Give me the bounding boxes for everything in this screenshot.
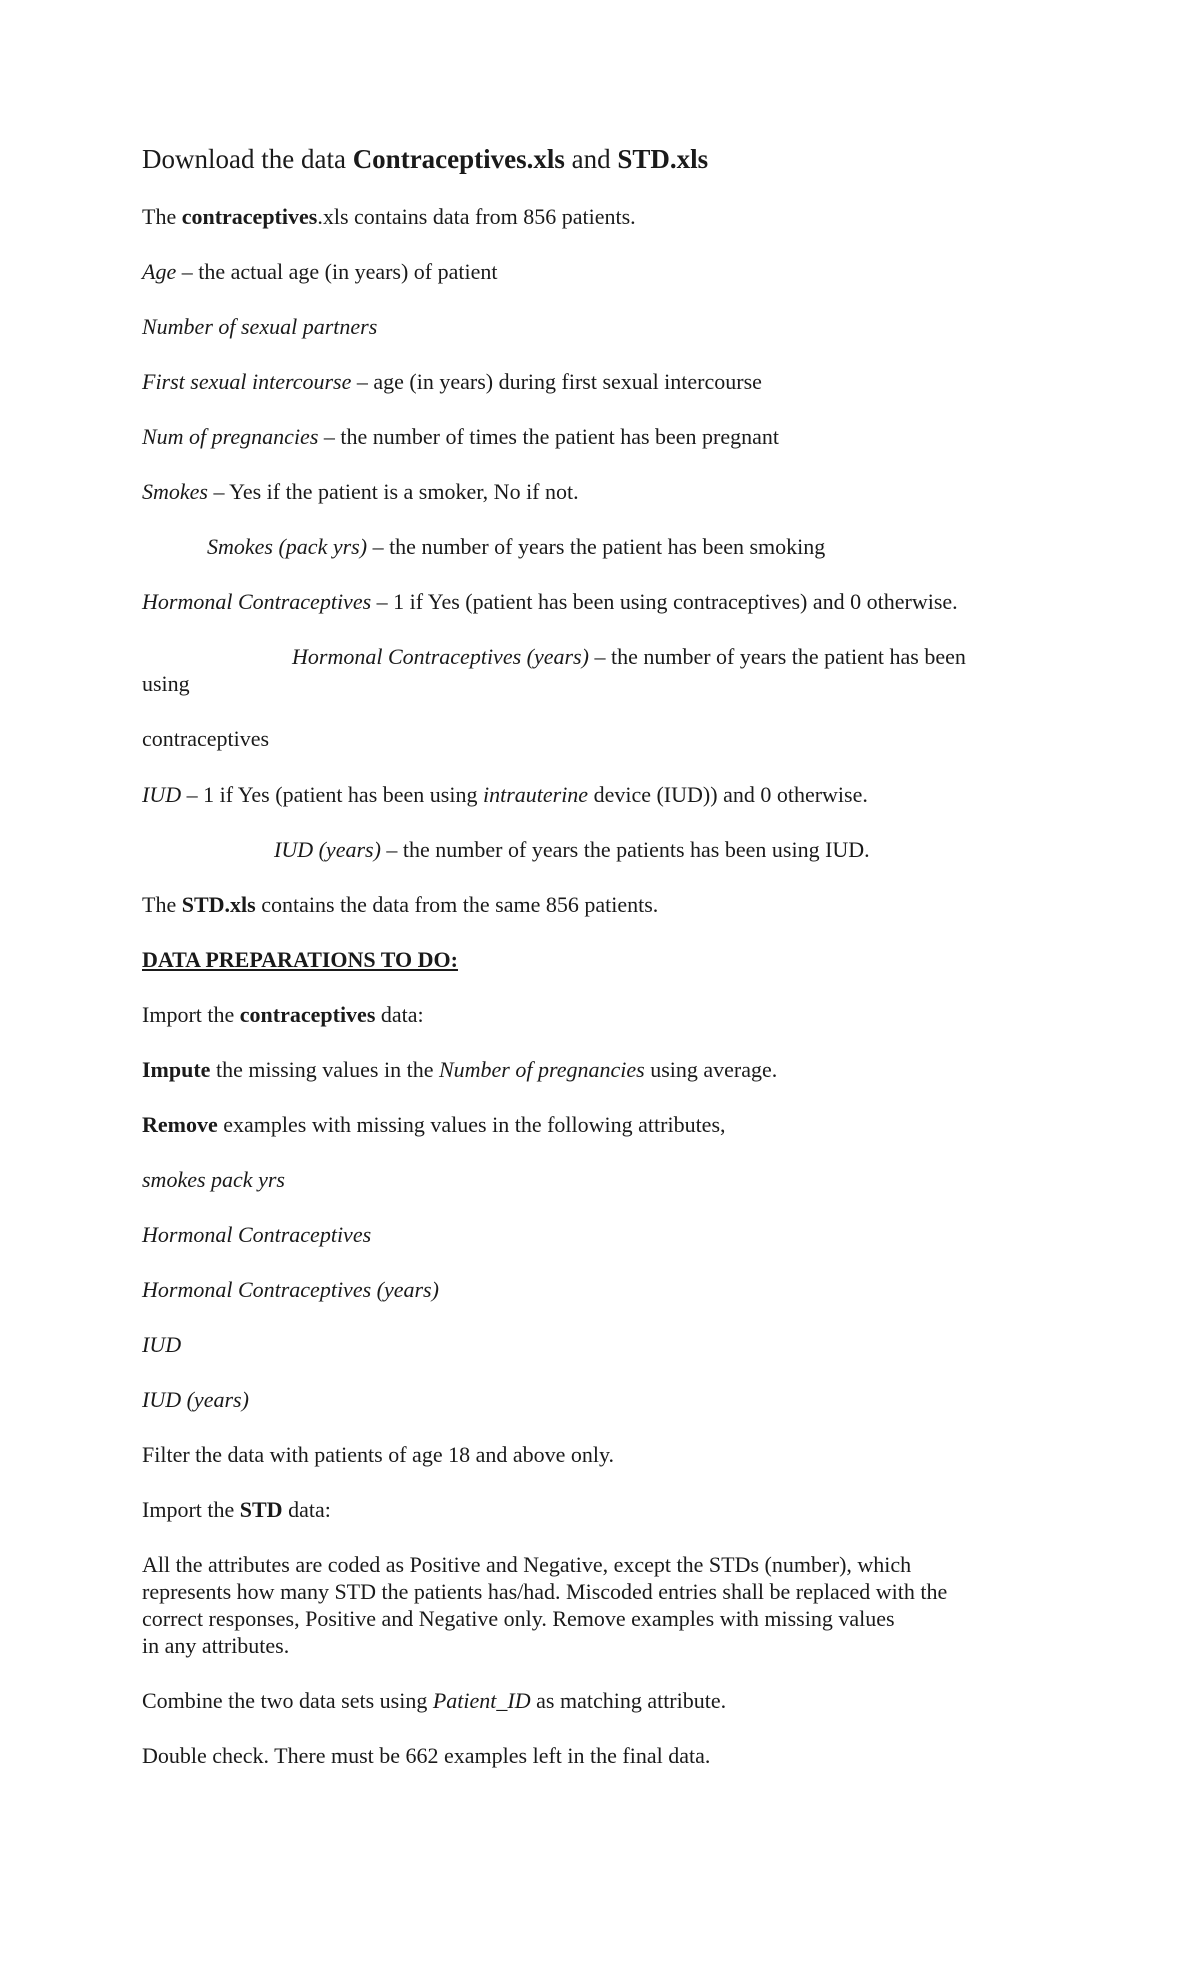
remove-suffix: examples with missing values in the following attributes, — [217, 1112, 726, 1137]
title-file2: STD.xls — [617, 144, 709, 174]
attr-smokes-term: Smokes — [142, 479, 208, 504]
attr-iud-desc-a: – 1 if Yes (patient has been using — [181, 782, 483, 807]
title-file1: Contraceptives.xls — [352, 144, 565, 174]
intro-line — [142, 203, 636, 230]
attr-hormonal-years-desc: – the number of years the patient has been — [588, 644, 966, 669]
impute-verb: Impute — [142, 1057, 211, 1082]
remove-verb: Remove — [142, 1112, 218, 1137]
combine-suffix: as matching attribute. — [530, 1688, 727, 1713]
attr-smokes — [142, 478, 579, 505]
attr-iud-years-term: IUD (years) — [274, 837, 381, 862]
remove-list-item-text: smokes pack yrs — [142, 1167, 285, 1192]
attr-iud-years — [274, 836, 870, 863]
attr-first-intercourse-desc: – age (in years) during first sexual intercourse — [351, 369, 762, 394]
std-intro-suffix: contains the data from the same 856 patients. — [255, 892, 659, 917]
std-intro-prefix: The — [142, 892, 182, 917]
attr-hormonal-years-term: Hormonal Contraceptives (years) — [292, 644, 589, 669]
attr-first-intercourse-term: First sexual intercourse — [142, 369, 352, 394]
import-contraceptives-suffix: data: — [375, 1002, 424, 1027]
attr-age-term: Age — [142, 259, 177, 284]
remove-list-item — [142, 1386, 249, 1413]
import-contraceptives-prefix: Import the — [142, 1002, 240, 1027]
attr-iud — [142, 781, 868, 808]
attr-partners — [142, 313, 377, 340]
import-std-suffix: data: — [282, 1497, 331, 1522]
attr-age — [142, 258, 498, 285]
impute-mid: the missing values in the — [210, 1057, 439, 1082]
remove-list-item — [142, 1221, 371, 1248]
attr-hormonal — [142, 588, 958, 615]
attr-first-intercourse — [142, 368, 762, 395]
remove-list-item — [142, 1276, 439, 1303]
attr-partners-term: Number of sexual partners — [142, 314, 378, 339]
remove-list-item-text: IUD — [142, 1332, 182, 1357]
remove-list-item-text: Hormonal Contraceptives (years) — [142, 1277, 439, 1302]
filter-line: Filter the data with patients of age 18 and above only. — [142, 1442, 615, 1467]
attr-hormonal-years — [292, 643, 966, 670]
document-title — [142, 143, 708, 175]
remove-list-item — [142, 1331, 181, 1358]
attr-pregnancies — [142, 423, 779, 450]
title-prefix: Download the data — [142, 144, 353, 174]
impute-suffix: using average. — [644, 1057, 778, 1082]
remove-list-item-text: IUD (years) — [142, 1387, 249, 1412]
title-and: and — [564, 144, 618, 174]
import-contraceptives-name: contraceptives — [239, 1002, 376, 1027]
attr-pregnancies-term: Num of pregnancies — [142, 424, 319, 449]
attr-smokes-pack-term: Smokes (pack yrs) — [207, 534, 368, 559]
intro-prefix: The — [142, 204, 182, 229]
attr-iud-desc-italic: intrauterine — [482, 782, 589, 807]
remove-line — [142, 1111, 726, 1138]
attr-iud-term: IUD — [142, 782, 182, 807]
remove-list-item-text: Hormonal Contraceptives — [142, 1222, 372, 1247]
attr-pregnancies-desc: – the number of times the patient has been pregnant — [318, 424, 780, 449]
attr-iud-years-desc: – the number of years the patients has been using IUD. — [380, 837, 870, 862]
std-paragraph-line: represents how many STD the patients has/had. Miscoded entries shall be replaced with the — [142, 1579, 948, 1604]
attr-iud-desc-b: device (IUD)) and 0 otherwise. — [588, 782, 868, 807]
attr-smokes-pack-desc: – the number of years the patient has been smoking — [367, 534, 826, 559]
impute-attr: Number of pregnancies — [438, 1057, 645, 1082]
std-paragraph-line: correct responses, Positive and Negative only. Remove examples with missing values — [142, 1606, 895, 1631]
double-check-line: Double check. There must be 662 examples left in the final data. — [142, 1743, 711, 1768]
intro-name: contraceptives — [181, 204, 318, 229]
attr-hormonal-years-cont2: contraceptives — [142, 726, 270, 751]
remove-list-item — [142, 1166, 285, 1193]
attr-smokes-pack — [207, 533, 825, 560]
std-paragraph-line: in any attributes. — [142, 1633, 290, 1658]
attr-hormonal-term: Hormonal Contraceptives — [142, 589, 372, 614]
std-intro-name: STD.xls — [181, 892, 256, 917]
combine-attr: Patient_ID — [432, 1688, 531, 1713]
import-std-name: STD — [239, 1497, 283, 1522]
prep-heading: DATA PREPARATIONS TO DO: — [142, 947, 458, 972]
combine-line — [142, 1687, 726, 1714]
import-contraceptives-line — [142, 1001, 424, 1028]
import-std-prefix: Import the — [142, 1497, 240, 1522]
attr-hormonal-years-cont1: using — [142, 671, 190, 696]
intro-suffix: .xls contains data from 856 patients. — [317, 204, 636, 229]
impute-line — [142, 1056, 777, 1083]
std-intro-line — [142, 891, 658, 918]
attr-hormonal-desc: – 1 if Yes (patient has been using contraceptives) and 0 otherwise. — [371, 589, 958, 614]
combine-prefix: Combine the two data sets using — [142, 1688, 433, 1713]
std-paragraph-line: All the attributes are coded as Positive and Negative, except the STDs (number), which — [142, 1552, 912, 1577]
attr-smokes-desc: – Yes if the patient is a smoker, No if not. — [207, 479, 579, 504]
attr-age-desc: – the actual age (in years) of patient — [176, 259, 498, 284]
import-std-line — [142, 1496, 331, 1523]
